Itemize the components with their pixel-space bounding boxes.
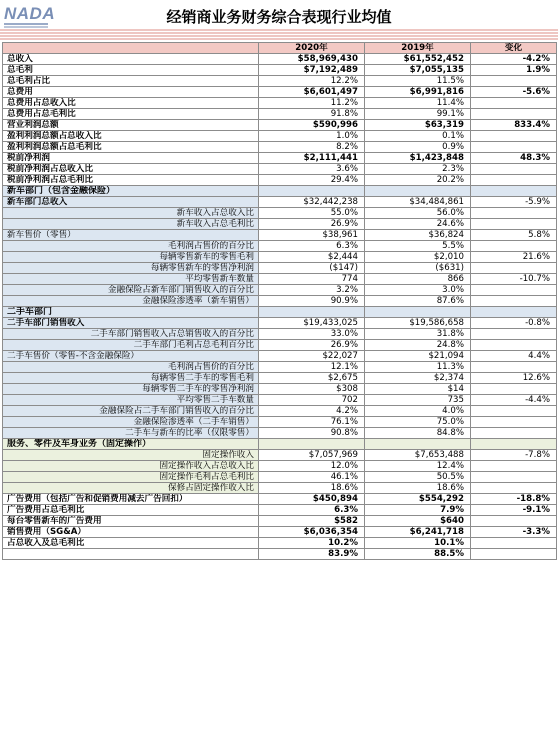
table-row bbox=[3, 472, 557, 483]
value-2019: $34,484,861 bbox=[365, 197, 471, 208]
row-label: 新车部门（包含金融保险） bbox=[3, 186, 259, 197]
row-label: 金融保险渗透率（二手车销售） bbox=[3, 417, 259, 428]
row-label: 每辆零售二手车的零售毛利 bbox=[3, 373, 259, 384]
logo-text: NADA bbox=[4, 4, 56, 23]
value-2020: 6.3% bbox=[259, 241, 365, 252]
value-2019: 56.0% bbox=[365, 208, 471, 219]
value-2020: $38,961 bbox=[259, 230, 365, 241]
table-row bbox=[3, 417, 557, 428]
value-2020: 29.4% bbox=[259, 175, 365, 186]
value-2020: 11.2% bbox=[259, 98, 365, 109]
value-2020: $22,027 bbox=[259, 351, 365, 362]
value-2019: $14 bbox=[365, 384, 471, 395]
row-label: 每辆零售新车的零售净利润 bbox=[3, 263, 259, 274]
row-label: 总费用占总收入比 bbox=[3, 98, 259, 109]
table-row bbox=[3, 483, 557, 494]
table-row bbox=[3, 263, 557, 274]
change-value: 1.9% bbox=[471, 65, 557, 76]
table-row bbox=[3, 549, 557, 560]
header-change: 变化 bbox=[471, 43, 557, 54]
row-label bbox=[3, 549, 259, 560]
change-value bbox=[471, 307, 557, 318]
change-value bbox=[471, 340, 557, 351]
change-value: -0.8% bbox=[471, 318, 557, 329]
row-label: 二手车部门销售收入占总销售收入的百分比 bbox=[3, 329, 259, 340]
change-value: 5.8% bbox=[471, 230, 557, 241]
table-header-row bbox=[3, 43, 557, 54]
value-2020: ($147) bbox=[259, 263, 365, 274]
value-2020: 18.6% bbox=[259, 483, 365, 494]
table-row bbox=[3, 373, 557, 384]
row-label: 保修占固定操作收入比 bbox=[3, 483, 259, 494]
table-row bbox=[3, 461, 557, 472]
value-2019: 88.5% bbox=[365, 549, 471, 560]
change-value bbox=[471, 164, 557, 175]
value-2019: 20.2% bbox=[365, 175, 471, 186]
row-label: 固定操作收入占总收入比 bbox=[3, 461, 259, 472]
change-value: -5.9% bbox=[471, 197, 557, 208]
value-2020: 90.9% bbox=[259, 296, 365, 307]
table-row bbox=[3, 175, 557, 186]
change-value bbox=[471, 241, 557, 252]
value-2020: 90.8% bbox=[259, 428, 365, 439]
change-value: -4.2% bbox=[471, 54, 557, 65]
value-2020: 702 bbox=[259, 395, 365, 406]
header-label-cell bbox=[3, 43, 259, 54]
row-label: 固定操作收入 bbox=[3, 450, 259, 461]
table-row bbox=[3, 76, 557, 87]
value-2019: $6,991,816 bbox=[365, 87, 471, 98]
value-2019: $640 bbox=[365, 516, 471, 527]
table-row bbox=[3, 208, 557, 219]
decorative-stripes bbox=[0, 28, 558, 40]
row-label: 二手车与新车的比率（仅限零售） bbox=[3, 428, 259, 439]
table-row bbox=[3, 362, 557, 373]
value-2020: 76.1% bbox=[259, 417, 365, 428]
table-row bbox=[3, 340, 557, 351]
value-2019: 12.4% bbox=[365, 461, 471, 472]
table-row bbox=[3, 516, 557, 527]
value-2020: $32,442,238 bbox=[259, 197, 365, 208]
table-row bbox=[3, 230, 557, 241]
value-2019: 7.9% bbox=[365, 505, 471, 516]
value-2019: $7,653,488 bbox=[365, 450, 471, 461]
change-value bbox=[471, 428, 557, 439]
change-value bbox=[471, 538, 557, 549]
table-row bbox=[3, 120, 557, 131]
table-row bbox=[3, 439, 557, 450]
row-label: 税前净利润占总毛利比 bbox=[3, 175, 259, 186]
value-2019: $36,824 bbox=[365, 230, 471, 241]
change-value: -18.8% bbox=[471, 494, 557, 505]
value-2020: $582 bbox=[259, 516, 365, 527]
value-2020: 4.2% bbox=[259, 406, 365, 417]
row-label: 二手车售价（零售-不含金融保险） bbox=[3, 351, 259, 362]
value-2019: $7,055,135 bbox=[365, 65, 471, 76]
row-label: 平均零售新车数量 bbox=[3, 274, 259, 285]
change-value: 4.4% bbox=[471, 351, 557, 362]
table-row bbox=[3, 219, 557, 230]
change-value bbox=[471, 263, 557, 274]
value-2019 bbox=[365, 439, 471, 450]
table-row bbox=[3, 153, 557, 164]
value-2019: 3.0% bbox=[365, 285, 471, 296]
value-2019: $2,010 bbox=[365, 252, 471, 263]
table-row bbox=[3, 329, 557, 340]
change-value bbox=[471, 406, 557, 417]
value-2020: $6,601,497 bbox=[259, 87, 365, 98]
table-row bbox=[3, 98, 557, 109]
value-2020: $450,894 bbox=[259, 494, 365, 505]
value-2020: 26.9% bbox=[259, 219, 365, 230]
value-2019: 735 bbox=[365, 395, 471, 406]
change-value bbox=[471, 362, 557, 373]
row-label: 每辆零售新车的零售毛利 bbox=[3, 252, 259, 263]
value-2020: $2,111,441 bbox=[259, 153, 365, 164]
table-row bbox=[3, 252, 557, 263]
value-2020: 8.2% bbox=[259, 142, 365, 153]
row-label: 营业利润总额 bbox=[3, 120, 259, 131]
table-row bbox=[3, 186, 557, 197]
change-value: -9.1% bbox=[471, 505, 557, 516]
value-2020 bbox=[259, 307, 365, 318]
value-2019: $19,586,658 bbox=[365, 318, 471, 329]
value-2019: 11.3% bbox=[365, 362, 471, 373]
change-value bbox=[471, 208, 557, 219]
value-2019: ($631) bbox=[365, 263, 471, 274]
change-value: 21.6% bbox=[471, 252, 557, 263]
change-value: -3.3% bbox=[471, 527, 557, 538]
value-2019: 31.8% bbox=[365, 329, 471, 340]
value-2020 bbox=[259, 439, 365, 450]
value-2020: 1.0% bbox=[259, 131, 365, 142]
value-2019: 11.4% bbox=[365, 98, 471, 109]
table-row bbox=[3, 197, 557, 208]
table-row bbox=[3, 494, 557, 505]
value-2019: 0.1% bbox=[365, 131, 471, 142]
table-row bbox=[3, 131, 557, 142]
row-label: 税前净利润占总收入比 bbox=[3, 164, 259, 175]
page-title: 经销商业务财务综合表现行业均值 bbox=[166, 8, 392, 26]
row-label: 广告费用占总毛利比 bbox=[3, 505, 259, 516]
value-2019: 99.1% bbox=[365, 109, 471, 120]
value-2020: 3.2% bbox=[259, 285, 365, 296]
change-value bbox=[471, 109, 557, 120]
value-2020: 774 bbox=[259, 274, 365, 285]
change-value bbox=[471, 516, 557, 527]
value-2019: 75.0% bbox=[365, 417, 471, 428]
value-2019: $63,319 bbox=[365, 120, 471, 131]
change-value bbox=[471, 98, 557, 109]
change-value bbox=[471, 472, 557, 483]
row-label: 广告费用（包括广告和促销费用减去广告回扣） bbox=[3, 494, 259, 505]
value-2020: $6,036,354 bbox=[259, 527, 365, 538]
value-2020: $308 bbox=[259, 384, 365, 395]
table-row bbox=[3, 164, 557, 175]
row-label: 二手车部门 bbox=[3, 307, 259, 318]
row-label: 新车售价（零售） bbox=[3, 230, 259, 241]
change-value bbox=[471, 219, 557, 230]
row-label: 总毛利 bbox=[3, 65, 259, 76]
row-label: 总毛利占比 bbox=[3, 76, 259, 87]
value-2020: 10.2% bbox=[259, 538, 365, 549]
value-2019: 10.1% bbox=[365, 538, 471, 549]
row-label: 毛利润占售价的百分比 bbox=[3, 362, 259, 373]
row-label: 占总收入及总毛利比 bbox=[3, 538, 259, 549]
row-label: 新车收入占总收入比 bbox=[3, 208, 259, 219]
table-row bbox=[3, 296, 557, 307]
value-2020: $2,444 bbox=[259, 252, 365, 263]
value-2020: $590,996 bbox=[259, 120, 365, 131]
row-label: 二手车部门销售收入 bbox=[3, 318, 259, 329]
value-2019 bbox=[365, 186, 471, 197]
value-2019: 24.8% bbox=[365, 340, 471, 351]
value-2019: 24.6% bbox=[365, 219, 471, 230]
change-value bbox=[471, 549, 557, 560]
value-2020: $19,433,025 bbox=[259, 318, 365, 329]
value-2020: 46.1% bbox=[259, 472, 365, 483]
change-value bbox=[471, 384, 557, 395]
value-2020: $7,192,489 bbox=[259, 65, 365, 76]
value-2020: 12.2% bbox=[259, 76, 365, 87]
row-label: 销售费用（SG&A） bbox=[3, 527, 259, 538]
table-row bbox=[3, 307, 557, 318]
table-row bbox=[3, 351, 557, 362]
row-label: 金融保险渗透率（新车销售） bbox=[3, 296, 259, 307]
table-row bbox=[3, 87, 557, 98]
value-2020: 6.3% bbox=[259, 505, 365, 516]
value-2020 bbox=[259, 186, 365, 197]
value-2020: 26.9% bbox=[259, 340, 365, 351]
table-row bbox=[3, 527, 557, 538]
table-row bbox=[3, 65, 557, 76]
table-row bbox=[3, 318, 557, 329]
value-2019: 50.5% bbox=[365, 472, 471, 483]
table-row bbox=[3, 285, 557, 296]
table-row bbox=[3, 54, 557, 65]
value-2019: $21,094 bbox=[365, 351, 471, 362]
change-value: -4.4% bbox=[471, 395, 557, 406]
value-2019: 4.0% bbox=[365, 406, 471, 417]
value-2020: $58,969,430 bbox=[259, 54, 365, 65]
value-2020: 12.1% bbox=[259, 362, 365, 373]
table-row bbox=[3, 505, 557, 516]
change-value bbox=[471, 285, 557, 296]
row-label: 总费用 bbox=[3, 87, 259, 98]
value-2020: 91.8% bbox=[259, 109, 365, 120]
table-row bbox=[3, 406, 557, 417]
value-2019: 18.6% bbox=[365, 483, 471, 494]
row-label: 二手车部门毛利占总毛利百分比 bbox=[3, 340, 259, 351]
change-value: 48.3% bbox=[471, 153, 557, 164]
change-value: 833.4% bbox=[471, 120, 557, 131]
value-2020: 3.6% bbox=[259, 164, 365, 175]
table-row bbox=[3, 428, 557, 439]
change-value bbox=[471, 76, 557, 87]
table-row bbox=[3, 538, 557, 549]
value-2019: 84.8% bbox=[365, 428, 471, 439]
value-2019: $554,292 bbox=[365, 494, 471, 505]
row-label: 新车部门总收入 bbox=[3, 197, 259, 208]
change-value bbox=[471, 186, 557, 197]
value-2019: 5.5% bbox=[365, 241, 471, 252]
value-2019 bbox=[365, 307, 471, 318]
change-value bbox=[471, 461, 557, 472]
header-2019: 2019年 bbox=[365, 43, 471, 54]
table-row bbox=[3, 241, 557, 252]
value-2020: $7,057,969 bbox=[259, 450, 365, 461]
value-2019: $2,374 bbox=[365, 373, 471, 384]
change-value bbox=[471, 483, 557, 494]
change-value bbox=[471, 296, 557, 307]
row-label: 税前净利润 bbox=[3, 153, 259, 164]
row-label: 每台零售新车的广告费用 bbox=[3, 516, 259, 527]
value-2020: $2,675 bbox=[259, 373, 365, 384]
value-2019: 11.5% bbox=[365, 76, 471, 87]
row-label: 服务、零件及车身业务（固定操作） bbox=[3, 439, 259, 450]
row-label: 每辆零售二手车的零售净利润 bbox=[3, 384, 259, 395]
value-2019: 87.6% bbox=[365, 296, 471, 307]
row-label: 盈利利润总额占总毛利比 bbox=[3, 142, 259, 153]
change-value bbox=[471, 329, 557, 340]
value-2020: 12.0% bbox=[259, 461, 365, 472]
change-value: 12.6% bbox=[471, 373, 557, 384]
value-2019: 2.3% bbox=[365, 164, 471, 175]
row-label: 金融保险占二手车部门销售收入的百分比 bbox=[3, 406, 259, 417]
row-label: 总收入 bbox=[3, 54, 259, 65]
row-label: 新车收入占总毛利比 bbox=[3, 219, 259, 230]
table-row bbox=[3, 395, 557, 406]
table-row bbox=[3, 274, 557, 285]
change-value: -10.7% bbox=[471, 274, 557, 285]
value-2020: 33.0% bbox=[259, 329, 365, 340]
row-label: 总费用占总毛利比 bbox=[3, 109, 259, 120]
value-2019: 866 bbox=[365, 274, 471, 285]
industry-average-table bbox=[2, 42, 557, 560]
table-row bbox=[3, 142, 557, 153]
value-2019: $61,552,452 bbox=[365, 54, 471, 65]
value-2019: $6,241,718 bbox=[365, 527, 471, 538]
value-2019: 0.9% bbox=[365, 142, 471, 153]
change-value bbox=[471, 131, 557, 142]
change-value: -5.6% bbox=[471, 87, 557, 98]
table-row bbox=[3, 109, 557, 120]
change-value bbox=[471, 142, 557, 153]
header-2020: 2020年 bbox=[259, 43, 365, 54]
row-label: 盈利利润总额占总收入比 bbox=[3, 131, 259, 142]
change-value: -7.8% bbox=[471, 450, 557, 461]
row-label: 固定操作毛利占总毛利比 bbox=[3, 472, 259, 483]
row-label: 金融保险占新车部门销售收入的百分比 bbox=[3, 285, 259, 296]
change-value bbox=[471, 175, 557, 186]
value-2019: $1,423,848 bbox=[365, 153, 471, 164]
change-value bbox=[471, 417, 557, 428]
table-row bbox=[3, 384, 557, 395]
value-2020: 55.0% bbox=[259, 208, 365, 219]
change-value bbox=[471, 439, 557, 450]
row-label: 毛利润占售价的百分比 bbox=[3, 241, 259, 252]
value-2020: 83.9% bbox=[259, 549, 365, 560]
table-row bbox=[3, 450, 557, 461]
row-label: 平均零售二手车数量 bbox=[3, 395, 259, 406]
